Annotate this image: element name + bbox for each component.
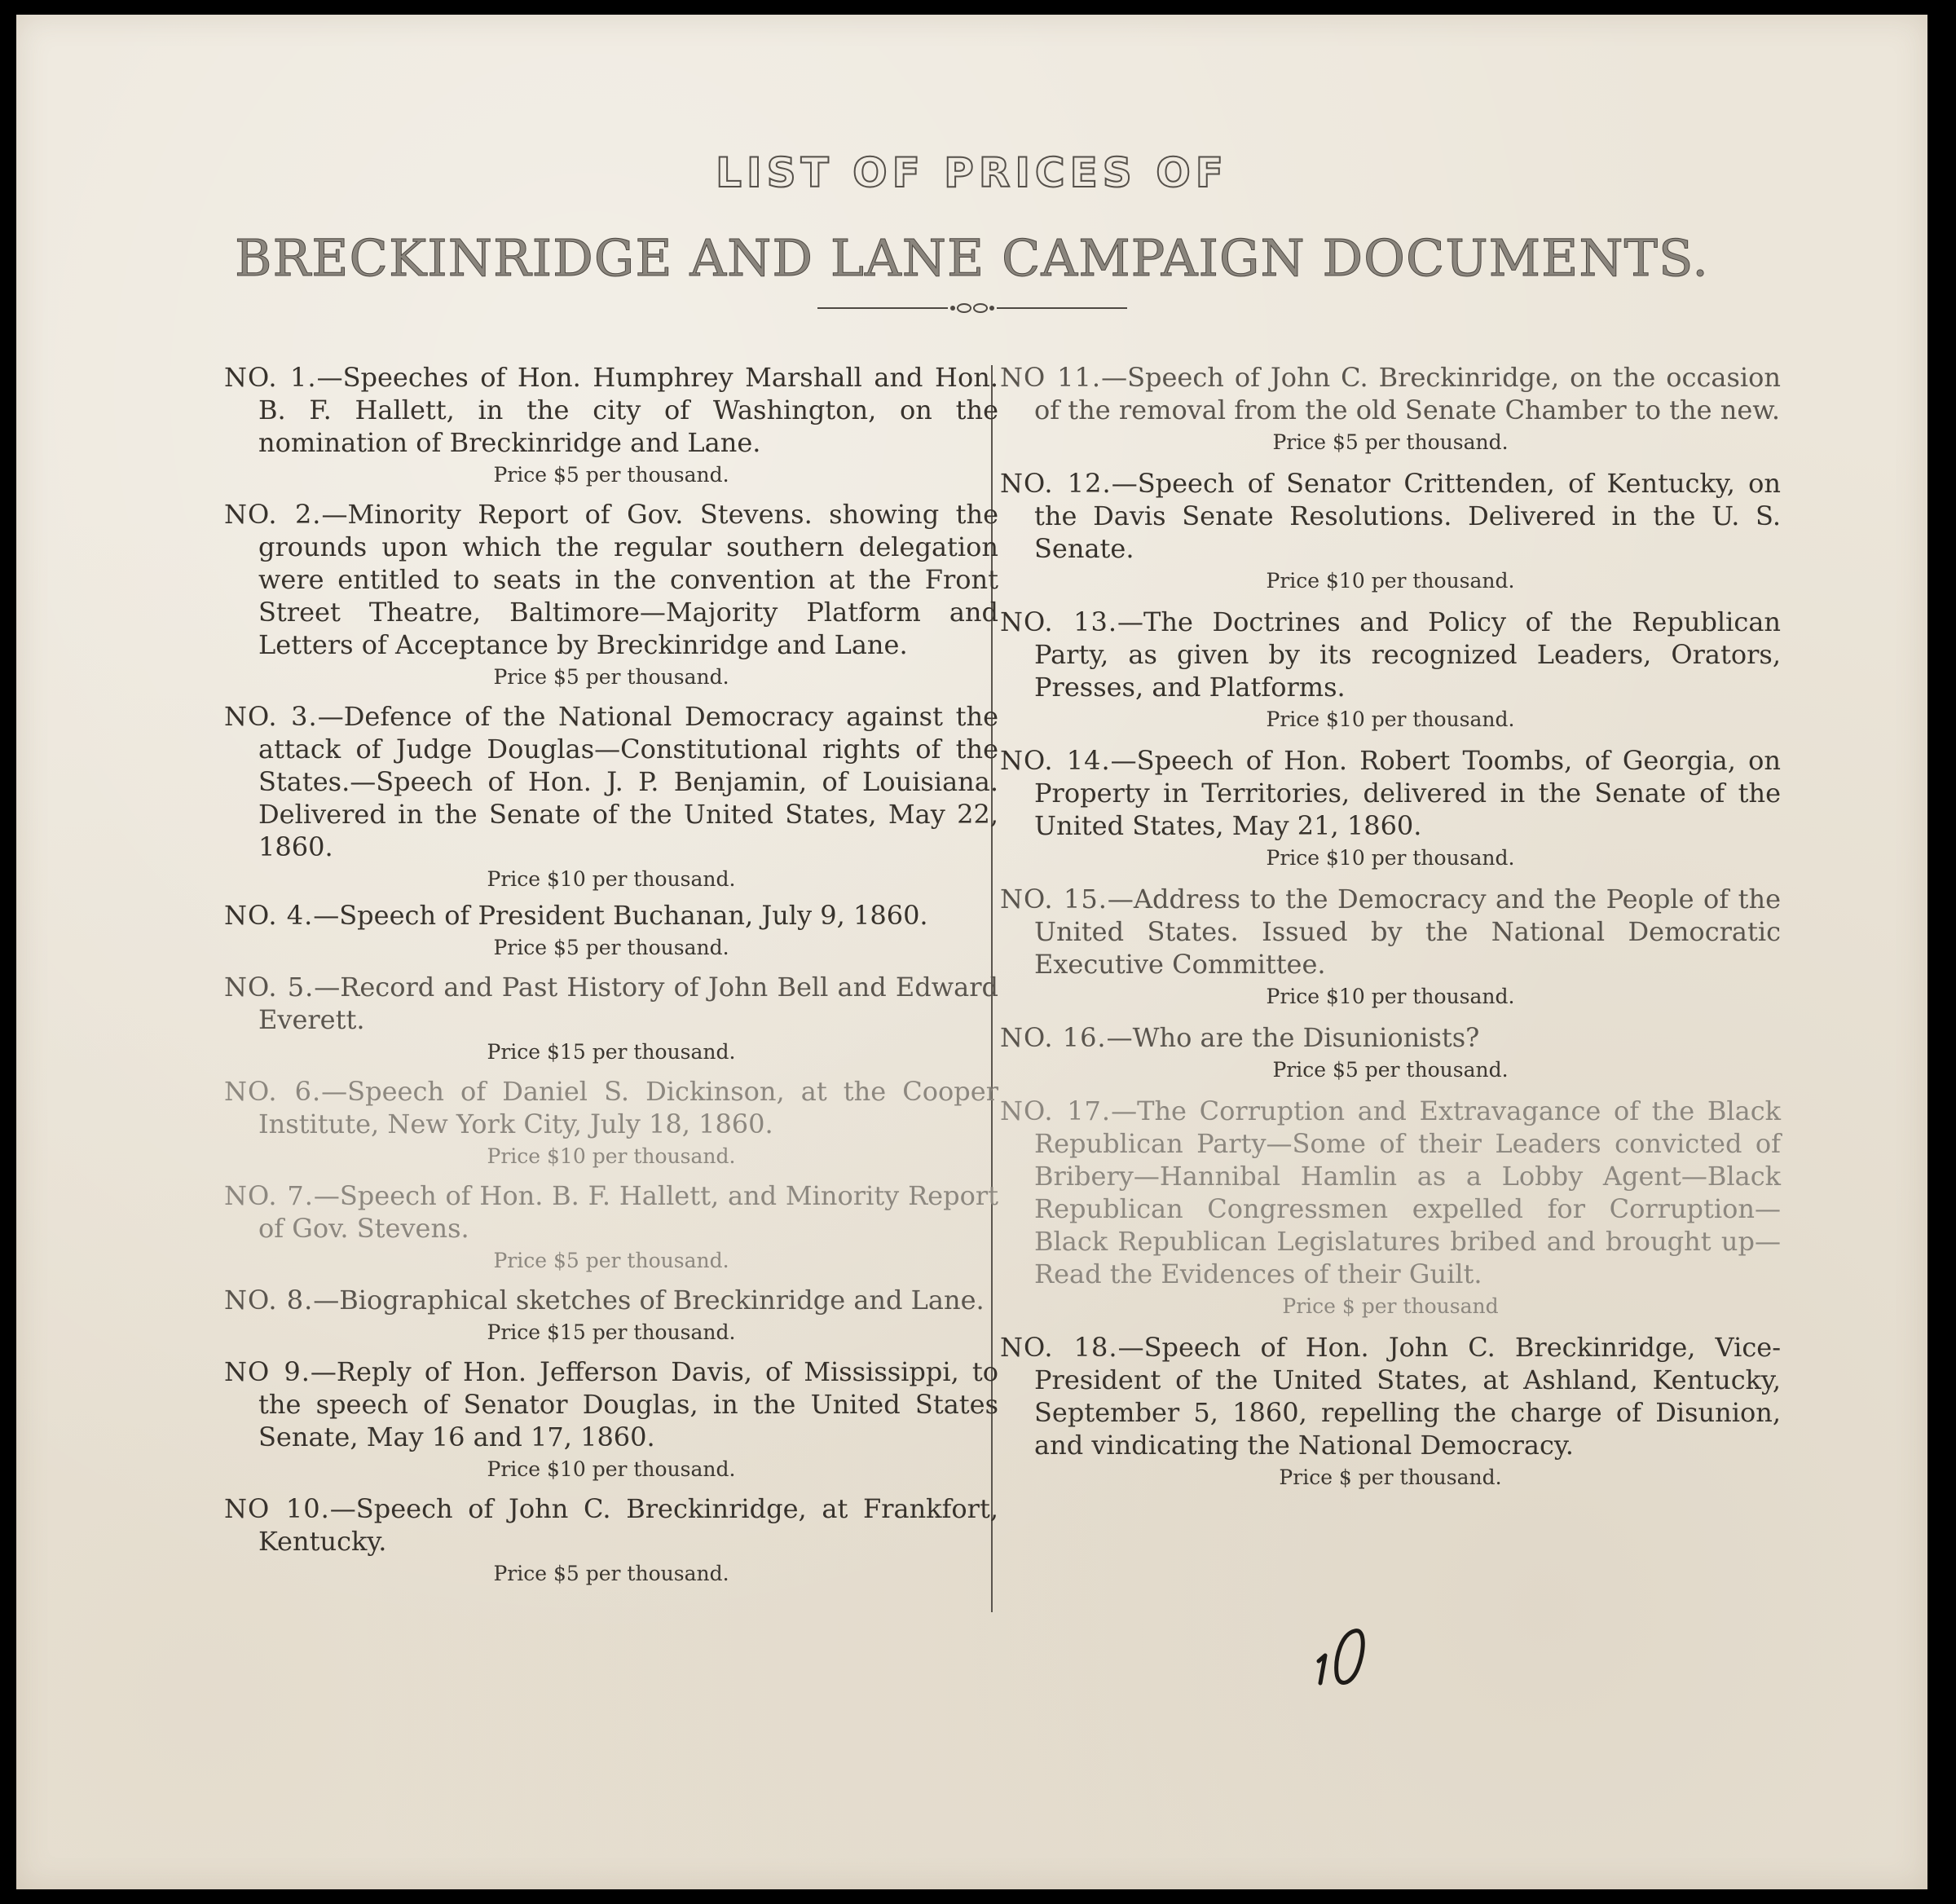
document-entry-3: NO. 3.—Defence of the National Democracy against the attack of Judge Douglas—Constitutional rights of the States.—Speech of Hon. J. P. Benjamin, of Louisiana. Delivered in the Senate of the United States, May 22, 1860. Price $10 per thousand.: [224, 701, 999, 891]
document-entry-2: NO. 2.—Minority Report of Gov. Stevens. showing the grounds upon which the regular southern delegation were entitled to seats in the convention at the Front Street Theatre, Baltimore—Majority Platform and Letters of Acceptance by Breckinridge and Lane. Price $5 per thousand.: [224, 499, 999, 689]
price-line: Price $15 per thousand.: [487, 1040, 736, 1064]
document-entry-10: NO 10.—Speech of John C. Breckinridge, at Frankfort, Kentucky. Price $5 per thousand.: [224, 1493, 999, 1585]
document-entry-17: NO. 17.—The Corruption and Extravagance of the Black Republican Party—Some of their Leaders convicted of Bribery—Hannibal Hamlin as a Lobby Agent—Black Republican Congressmen expelled for Corruption—Black Republican Legislatures bribed and brought up—Read the Evidences of their Guilt. Price $ per thousand: [1000, 1095, 1782, 1318]
price-line: Price $15 per thousand.: [487, 1320, 736, 1344]
document-entry-18: NO. 18.—Speech of Hon. John C. Breckinridge, Vice-President of the United States, at Ashland, Kentucky, September 5, 1860, repelling the charge of Disunion, and vindicating the National Democracy. Price $ per thousand.: [1000, 1332, 1782, 1489]
price-line: Price $ per thousand: [1282, 1294, 1499, 1318]
document-sheet: [16, 15, 1927, 1889]
price-line: Price $5 per thousand.: [493, 936, 729, 959]
price-line: Price $10 per thousand.: [487, 1457, 736, 1481]
document-entry-4: NO. 4.—Speech of President Buchanan, July 9, 1860. Price $5 per thousand.: [224, 899, 998, 961]
price-line: Price $10 per thousand.: [1266, 846, 1515, 870]
document-entry-8: NO. 8.—Biographical sketches of Breckinridge and Lane. Price $15 per thousand.: [224, 1284, 998, 1346]
price-line: Price $10 per thousand.: [1266, 707, 1515, 731]
price-line: Price $5 per thousand.: [493, 665, 729, 689]
document-entry-15: NO. 15.—Address to the Democracy and the People of the United States. Issued by the National Democratic Executive Committee. Price $10 per thousand.: [1000, 884, 1782, 1008]
left-column: [224, 361, 998, 1587]
document-entry-16: NO. 16.—Who are the Disunionists? Price $5 per thousand.: [1000, 1021, 1781, 1083]
title-ornament: [16, 300, 1927, 320]
price-line: Price $10 per thousand.: [1266, 569, 1515, 593]
price-line: Price $5 per thousand.: [493, 1249, 729, 1272]
price-line: Price $10 per thousand.: [487, 867, 736, 891]
heading-list-of-prices: LIST OF PRICES OF: [716, 149, 1228, 196]
document-entry-12: NO. 12.—Speech of Senator Crittenden, of Kentucky, on the Davis Senate Resolutions. Delivered in the U. S. Senate. Price $10 per thousand.: [1000, 468, 1782, 593]
right-column: [1000, 361, 1781, 1491]
document-entry-11: NO 11.—Speech of John C. Breckinridge, on the occasion of the removal from the old Senate Chamber to the new. Price $5 per thousand.: [1000, 362, 1782, 454]
price-line: Price $5 per thousand.: [1272, 430, 1509, 454]
heading-campaign-documents: BRECKINRIDGE AND LANE CAMPAIGN DOCUMENTS.: [235, 228, 1709, 288]
document-entry-13: NO. 13.—The Doctrines and Policy of the Republican Party, as given by its recognized Leaders, Orators, Presses, and Platforms. Price $10 per thousand.: [1000, 606, 1782, 731]
document-entry-14: NO. 14.—Speech of Hon. Robert Toombs, of Georgia, on Property in Territories, delivered in the Senate of the United States, May 21, 1860. Price $10 per thousand.: [1000, 745, 1782, 870]
price-line: Price $5 per thousand.: [1272, 1058, 1509, 1082]
document-entry-1: NO. 1.—Speeches of Hon. Humphrey Marshall and Hon. B. F. Hallett, in the city of Washington, on the nomination of Breckinridge and Lane. Price $5 per thousand.: [224, 362, 999, 487]
handwritten-note-mark: [1312, 1616, 1377, 1690]
document-entry-5: NO. 5.—Record and Past History of John Bell and Edward Everett. Price $15 per thousand.: [224, 972, 999, 1064]
price-line: Price $5 per thousand.: [493, 463, 729, 487]
price-line: Price $5 per thousand.: [493, 1562, 729, 1585]
price-line: Price $10 per thousand.: [487, 1144, 736, 1168]
document-entry-7: NO. 7.—Speech of Hon. B. F. Hallett, and Minority Report of Gov. Stevens. Price $5 per thousand.: [224, 1180, 999, 1272]
price-line: Price $ per thousand.: [1279, 1465, 1502, 1489]
price-line: Price $10 per thousand.: [1266, 985, 1515, 1008]
document-entry-6: NO. 6.—Speech of Daniel S. Dickinson, at the Cooper Institute, New York City, July 18, 1860. Price $10 per thousand.: [224, 1076, 999, 1168]
document-entry-9: NO 9.—Reply of Hon. Jefferson Davis, of Mississippi, to the speech of Senator Douglas, in the United States Senate, May 16 and 17, 1860. Price $10 per thousand.: [224, 1356, 999, 1481]
